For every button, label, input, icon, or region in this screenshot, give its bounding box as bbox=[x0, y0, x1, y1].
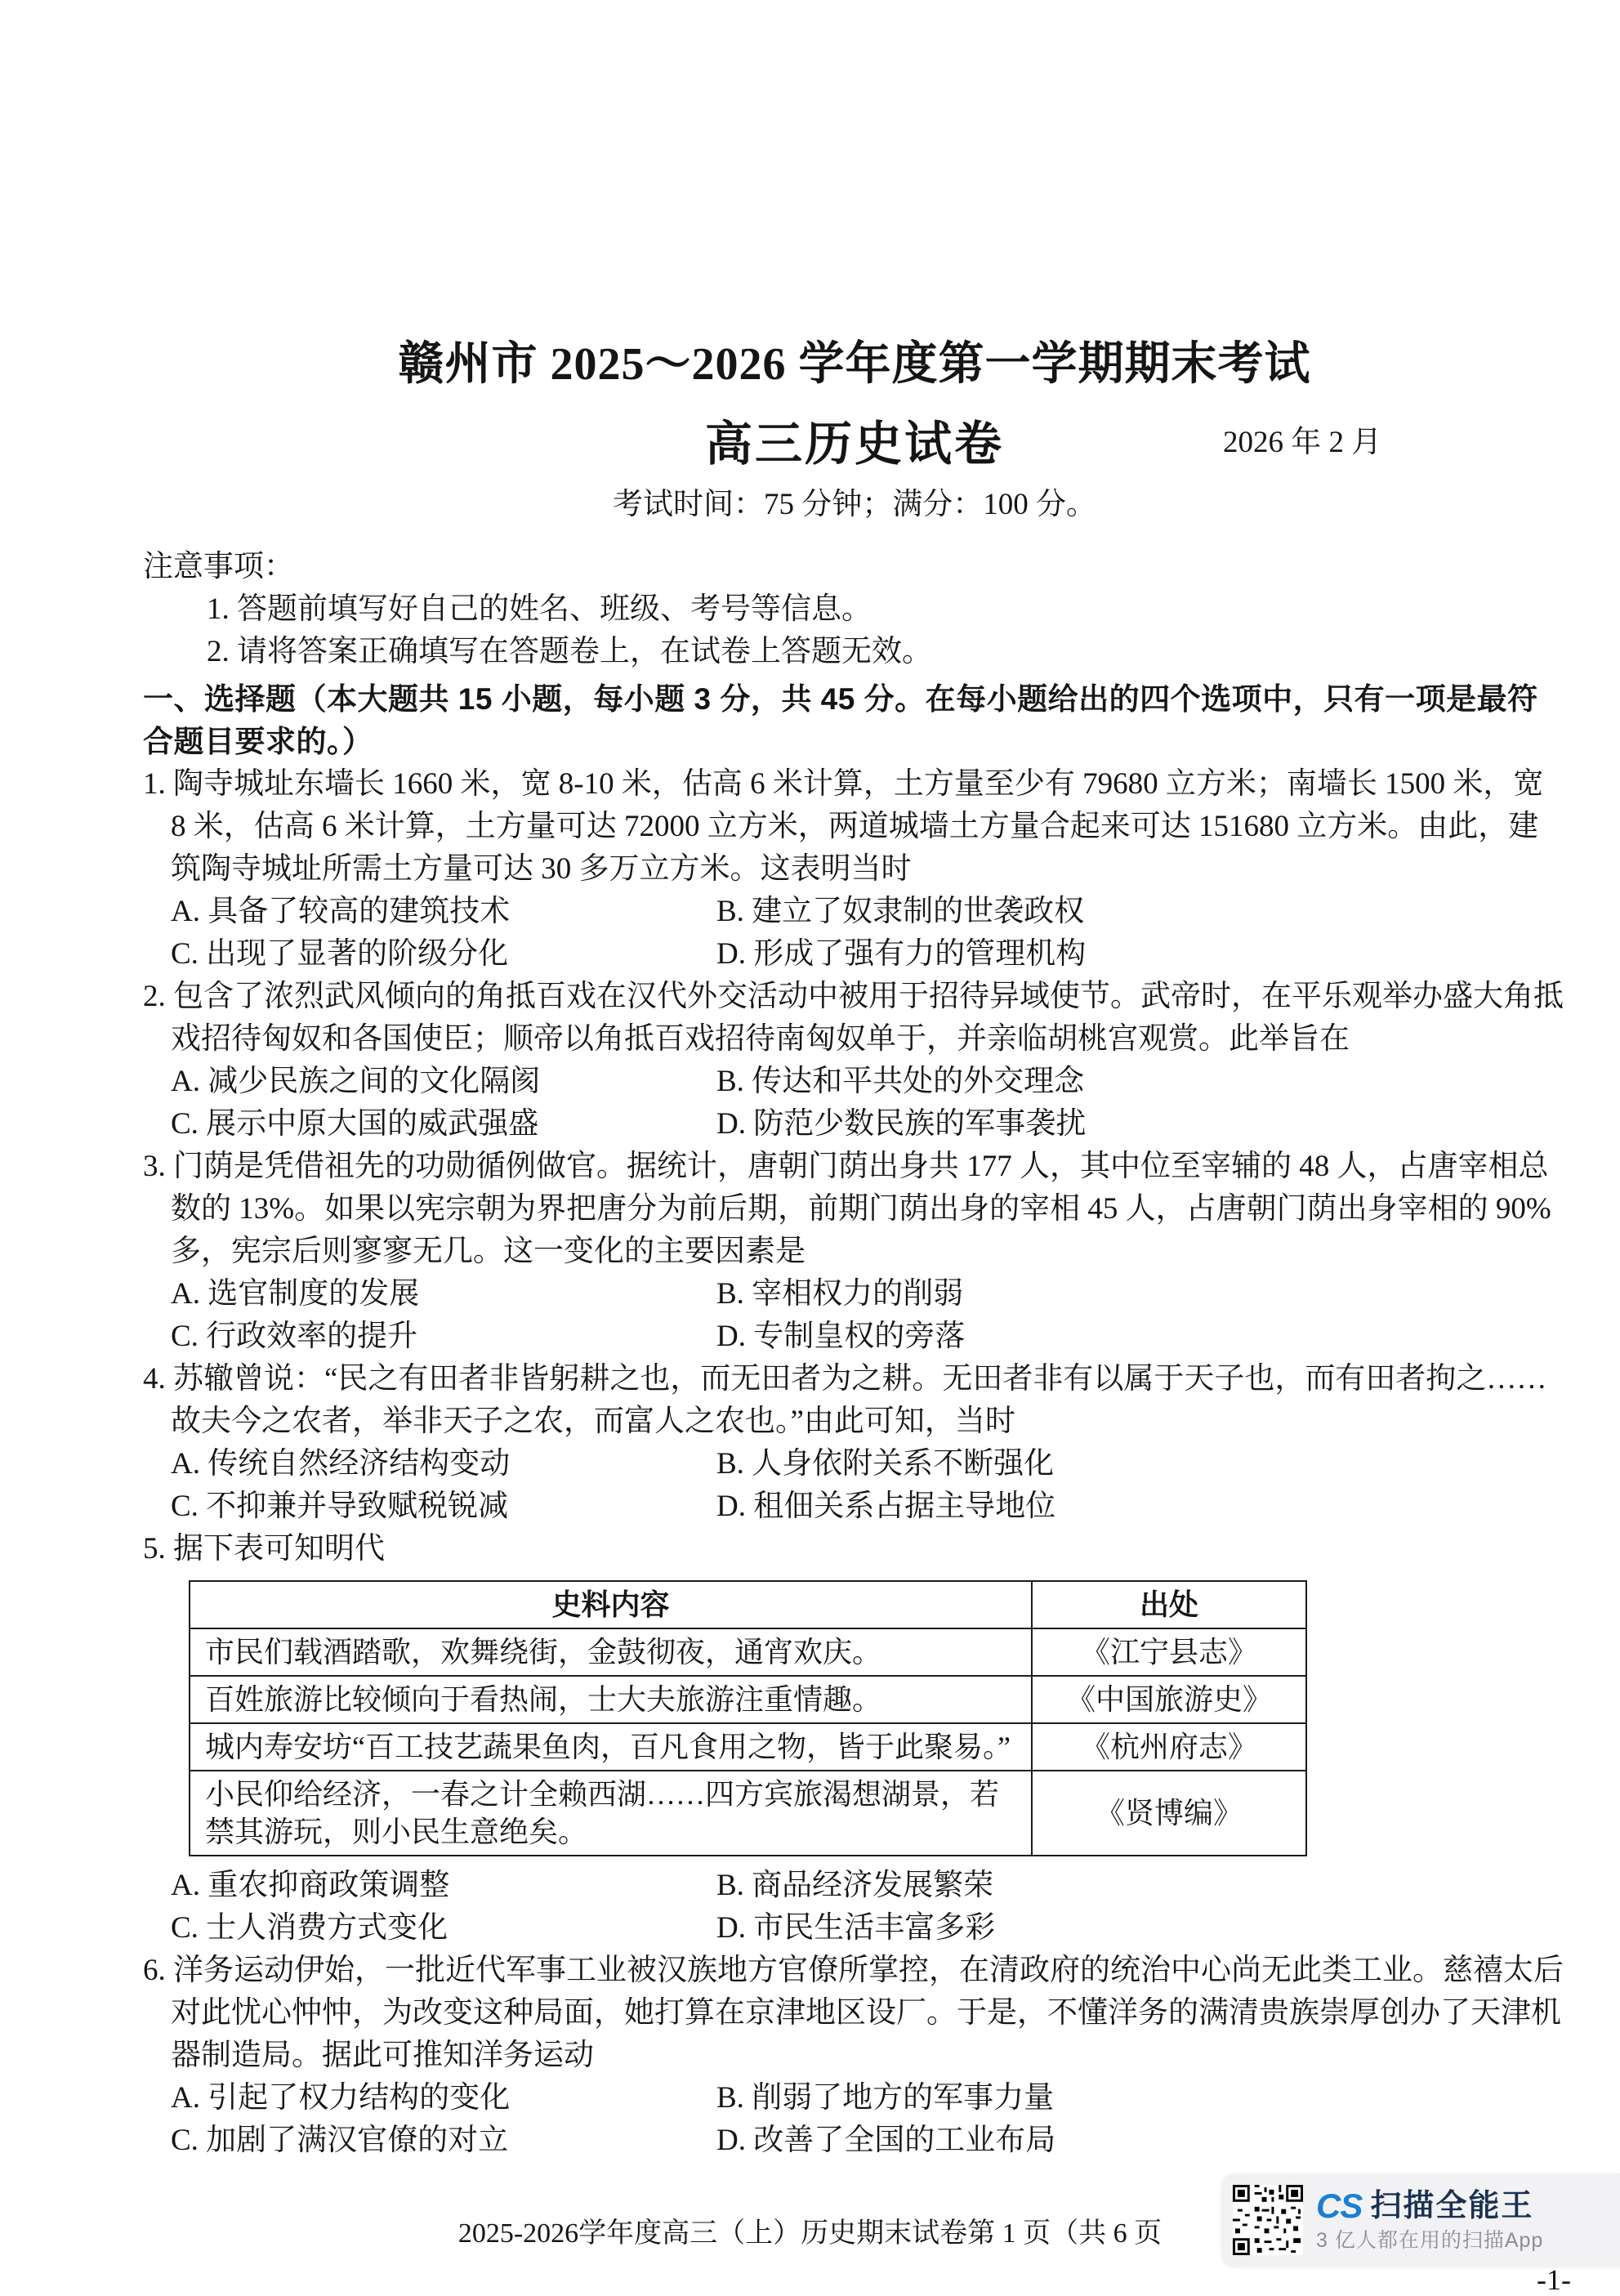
question-stem: 1. 陶寺城址东墙长 1660 米，宽 8-10 米，估高 6 米计算，土方量至少有 79680 立方米；南墙长 1500 米，宽 8 米，估高 6 米计算，土方量可达 72000 立方米，两道城墙土方量合起来可达 151680 立方米。由此，建筑陶寺城址所需土方量可达 30 多万立方米。这表明当时 bbox=[143, 767, 1544, 886]
footer-text: 2025-2026学年度高三（上）历史期末试卷第 1 页（共 6 页 bbox=[457, 2218, 1163, 2249]
question-stem: 3. 门荫是凭借祖先的功勋循例做官。据统计，唐朝门荫出身共 177 人，其中位至宰辅的 48 人，占唐宰相总数的 13%。如果以宪宗朝为界把唐分为前后期，前期门荫出身的宰相 45 人，占唐朝门荫出身宰相的 90%多，宪宗后则寥寥无几。这一变化的主要因素是 bbox=[143, 1150, 1551, 1268]
exam-info: 考试时间：75 分钟；满分：100 分。 bbox=[613, 488, 1096, 521]
section-heading: 一、选择题（本大题共 15 小题，每小题 3 分，共 45 分。在每小题给出的四个选项中，只有一项是最符合题目要求的。） bbox=[143, 682, 1538, 758]
camscanner-logo: CS bbox=[1316, 2187, 1363, 2225]
question-options bbox=[143, 1443, 1566, 1528]
question-options bbox=[143, 1061, 1566, 1146]
option-d: D. 专制皇权的旁落 bbox=[716, 1320, 966, 1353]
option-b: B. 人身依附关系不断强化 bbox=[716, 1447, 1055, 1481]
option-a: A. 重农抑商政策调整 bbox=[171, 1869, 450, 1902]
option-d: D. 租佃关系占据主导地位 bbox=[716, 1490, 1056, 1523]
table-header-cell: 史料内容 bbox=[190, 1581, 1032, 1628]
option-c: C. 加剧了满汉官僚的对立 bbox=[171, 2124, 509, 2157]
table-row bbox=[190, 1771, 1306, 1856]
option-c: C. 出现了显著的阶级分化 bbox=[171, 937, 509, 971]
question-stem: 2. 包含了浓烈武风倾向的角抵百戏在汉代外交活动中被用于招待异域使节。武帝时，在平乐观举办盛大角抵戏招待匈奴和各国使臣；顺帝以角抵百戏招待南匈奴单于，并亲临胡桃宫观赏。此举旨在 bbox=[143, 980, 1564, 1056]
question-options bbox=[143, 1273, 1566, 1358]
question-options bbox=[143, 1865, 1566, 1950]
notice-item: 1. 答题前填写好自己的姓名、班级、考号等信息。 bbox=[207, 592, 872, 626]
page-subtitle: 高三历史试卷 bbox=[704, 418, 1004, 471]
option-d: D. 防范少数民族的军事袭扰 bbox=[716, 1107, 1087, 1141]
exam-page bbox=[143, 0, 1566, 2162]
question-6 bbox=[143, 1950, 1566, 2162]
watermark-brand-row bbox=[1316, 2187, 1543, 2225]
question-2 bbox=[143, 976, 1566, 1146]
subtitle-row bbox=[143, 415, 1566, 474]
question-stem: 6. 洋务运动伊始，一批近代军事工业被汉族地方官僚所掌控，在清政府的统治中心尚无此类工业。慈禧太后对此忧心忡忡，为改变这种局面，她打算在京津地区设厂。于是，不懂洋务的满清贵族崇厚创办了天津机器制造局。据此可推知洋务运动 bbox=[143, 1954, 1564, 2072]
option-b: B. 传达和平共处的外交理念 bbox=[716, 1065, 1085, 1098]
table-row bbox=[190, 1676, 1306, 1723]
notice-label: 注意事项： bbox=[143, 550, 294, 583]
table-cell: 百姓旅游比较倾向于看热闹，士大夫旅游注重情趣。 bbox=[190, 1676, 1032, 1723]
exam-date: 2026 年 2 月 bbox=[1223, 426, 1382, 459]
question-number: 2. bbox=[143, 980, 166, 1013]
table-cell: 城内寿安坊“百工技艺蔬果鱼肉，百凡食用之物，皆于此聚易。” bbox=[190, 1723, 1032, 1771]
option-b: B. 削弱了地方的军事力量 bbox=[716, 2081, 1055, 2115]
question-4 bbox=[143, 1358, 1566, 1528]
watermark-brand: 扫描全能王 bbox=[1370, 2189, 1534, 2223]
option-a: A. 选官制度的发展 bbox=[171, 1277, 420, 1311]
option-c: C. 士人消费方式变化 bbox=[171, 1911, 449, 1945]
question-stem: 5. 据下表可知明代 bbox=[143, 1532, 385, 1566]
option-b: B. 宰相权力的削弱 bbox=[716, 1277, 964, 1311]
option-b: B. 商品经济发展繁荣 bbox=[716, 1869, 994, 1902]
watermark-text bbox=[1316, 2187, 1543, 2253]
option-c: C. 展示中原大国的威武强盛 bbox=[171, 1107, 539, 1141]
page-title: 赣州市 2025～2026 学年度第一学期期末考试 bbox=[398, 339, 1311, 390]
option-d: D. 市民生活丰富多彩 bbox=[716, 1911, 996, 1945]
table-row bbox=[190, 1723, 1306, 1771]
notice-item: 2. 请将答案正确填写在答题卷上，在试卷上答题无效。 bbox=[207, 635, 932, 668]
table-cell: 《杭州府志》 bbox=[1032, 1723, 1306, 1771]
option-d: D. 形成了强有力的管理机构 bbox=[716, 937, 1087, 971]
table-header-cell: 出处 bbox=[1032, 1581, 1306, 1628]
table-header-row bbox=[190, 1581, 1306, 1628]
question-number: 5. bbox=[143, 1532, 166, 1566]
table-cell: 《中国旅游史》 bbox=[1032, 1676, 1306, 1723]
table-row bbox=[190, 1628, 1306, 1676]
notice-block bbox=[143, 546, 1566, 673]
table-cell: 《江宁县志》 bbox=[1032, 1628, 1306, 1676]
table-cell: 《贤博编》 bbox=[1032, 1771, 1306, 1856]
question-1 bbox=[143, 763, 1566, 976]
option-d: D. 改善了全国的工业布局 bbox=[716, 2124, 1056, 2157]
qr-code-icon bbox=[1233, 2185, 1303, 2255]
option-c: C. 不抑兼并导致赋税锐减 bbox=[171, 1490, 509, 1523]
question-number: 3. bbox=[143, 1150, 166, 1183]
camscanner-watermark bbox=[1221, 2173, 1620, 2267]
question-options bbox=[143, 891, 1566, 976]
option-a: A. 具备了较高的建筑技术 bbox=[171, 895, 511, 928]
question-5 bbox=[143, 1528, 1566, 1950]
page-number: -1- bbox=[1537, 2263, 1571, 2296]
option-a: A. 传统自然经济结构变动 bbox=[171, 1447, 511, 1481]
question-stem: 4. 苏辙曾说：“民之有田者非皆躬耕之也，而无田者为之耕。无田者非有以属于天子也，而有田者拘之……故夫今之农者，举非天子之农，而富人之农也。”由此可知，当时 bbox=[143, 1362, 1547, 1438]
question-3 bbox=[143, 1146, 1566, 1358]
question-number: 4. bbox=[143, 1362, 166, 1396]
table-cell: 小民仰给经济，一春之计全赖西湖……四方宾旅渴想湖景，若禁其游玩，则小民生意绝矣。 bbox=[190, 1771, 1032, 1856]
option-c: C. 行政效率的提升 bbox=[171, 1320, 418, 1353]
question-number: 1. bbox=[143, 767, 166, 801]
question-number: 6. bbox=[143, 1954, 166, 1987]
option-a: A. 减少民族之间的文化隔阂 bbox=[171, 1065, 541, 1098]
watermark-tagline: 3 亿人都在用的扫描App bbox=[1316, 2229, 1544, 2252]
table-cell: 市民们载酒踏歌，欢舞绕街，金鼓彻夜，通宵欢庆。 bbox=[190, 1628, 1032, 1676]
option-b: B. 建立了奴隶制的世袭政权 bbox=[716, 895, 1085, 928]
question-5-table bbox=[189, 1580, 1307, 1856]
question-options bbox=[143, 2077, 1566, 2162]
option-a: A. 引起了权力结构的变化 bbox=[171, 2081, 511, 2115]
